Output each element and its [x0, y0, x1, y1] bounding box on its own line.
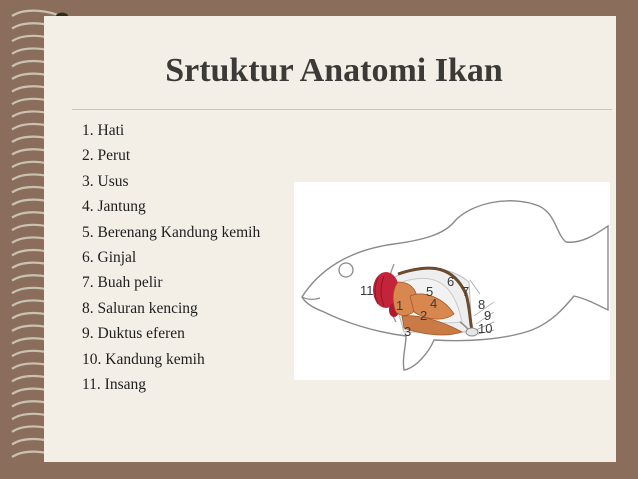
list-item: 9. Duktus eferen	[82, 325, 185, 343]
fish-anatomy-figure	[294, 182, 610, 380]
fish-label-7: 7	[462, 284, 470, 299]
list-item: 1. Hati	[82, 122, 125, 139]
fish-label-8: 8	[478, 297, 486, 312]
title-divider	[72, 109, 612, 110]
list-item: 11. Insang	[82, 376, 146, 394]
fish-eye	[339, 263, 353, 277]
fish-label-2: 2	[420, 308, 428, 323]
slide-page	[44, 16, 616, 462]
fish-label-1: 1	[396, 298, 404, 313]
bladder-shape	[466, 328, 478, 336]
list-item: 5. Berenang Kandung kemih	[82, 223, 261, 241]
list-item: 3. Usus	[82, 172, 129, 190]
organ-list	[82, 118, 260, 397]
fish-label-11: 11	[360, 283, 374, 298]
list-item: 2. Perut	[82, 147, 131, 165]
list-item: 7. Buah pelir	[82, 274, 163, 292]
list-item: 10. Kandung kemih	[82, 350, 205, 368]
fish-label-10: 10	[478, 321, 493, 336]
list-item: 8. Saluran kencing	[82, 299, 198, 317]
fish-label-4: 4	[430, 296, 438, 311]
list-item: 4. Jantung	[82, 198, 146, 216]
list-item: 6. Ginjal	[82, 249, 137, 267]
fish-label-9: 9	[484, 308, 492, 323]
page-title: Srtuktur Anatomi Ikan	[165, 52, 503, 89]
fish-label-6: 6	[447, 274, 455, 289]
fish-label-5: 5	[426, 284, 434, 299]
fish-label-3: 3	[404, 324, 412, 339]
